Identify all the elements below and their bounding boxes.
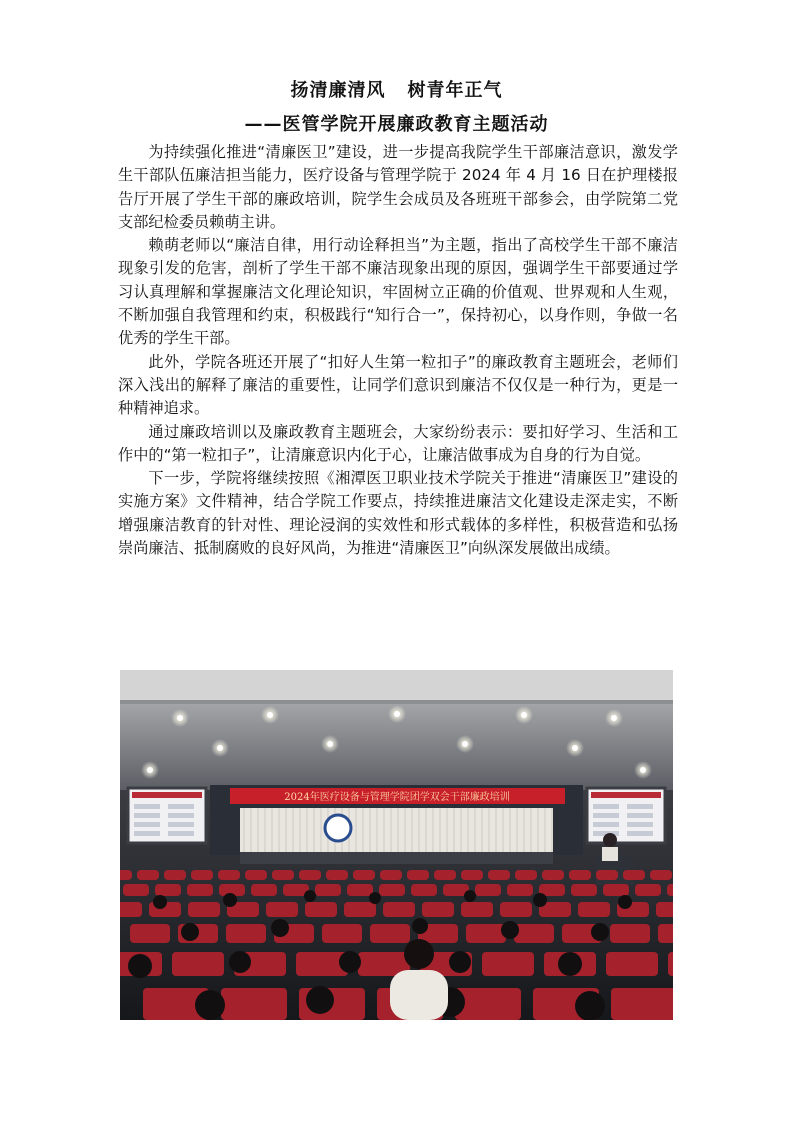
ceiling-lamp-bulb — [462, 741, 468, 747]
meeting-photo — [120, 670, 673, 1020]
seat — [668, 952, 673, 976]
screen-text-line — [627, 804, 653, 809]
seat — [326, 870, 348, 880]
ceiling-lamp-bulb — [327, 741, 333, 747]
audience-head — [449, 951, 471, 973]
seat — [603, 884, 629, 896]
seat — [187, 884, 213, 896]
audience-head — [369, 892, 381, 904]
seat — [218, 870, 240, 880]
seat — [488, 870, 510, 880]
paragraph-5: 下一步，学院将继续按照《湘潭医卫职业技术学院关于推进“清廉医卫”建设的实施方案》文件精神，结合学院工作要点，持续推进廉洁文化建设走深走实，不断增强廉洁教育的针对性、理论浸润的实效性和形式载体的多样性，积极营造和弘扬崇尚廉洁、抵制腐败的良好风尚，为推进“清廉医卫”向纵深发展做出成绩。 — [118, 469, 678, 558]
ceiling-lamp-bulb — [611, 715, 617, 721]
screen-text-line — [627, 831, 653, 836]
seat — [650, 870, 672, 880]
meeting-photo-svg — [120, 670, 673, 1020]
left-screen-header — [132, 792, 202, 798]
seat — [221, 988, 287, 1020]
seat — [123, 884, 149, 896]
screen-text-line — [134, 813, 160, 818]
audience-head — [223, 893, 237, 907]
audience-head — [229, 951, 251, 973]
screen-text-line — [168, 813, 194, 818]
seat — [500, 902, 532, 917]
audience-head — [304, 890, 316, 902]
audience-head — [501, 921, 519, 939]
audience-shirt — [390, 970, 448, 1020]
document-body — [118, 141, 678, 560]
seat — [658, 924, 673, 943]
seat — [383, 902, 415, 917]
ceiling-panel — [120, 670, 673, 700]
audience-head — [306, 986, 334, 1014]
seat — [172, 952, 224, 976]
ceiling-lamp-bulb — [267, 712, 273, 718]
seat — [434, 870, 456, 880]
seat — [380, 870, 402, 880]
seat — [191, 870, 213, 880]
seat — [305, 902, 337, 917]
ceiling-lamp-bulb — [147, 767, 153, 773]
screen-text-line — [627, 822, 653, 827]
seat — [466, 924, 506, 943]
seat — [578, 902, 610, 917]
seat — [606, 952, 658, 976]
seat — [514, 924, 554, 943]
seat — [407, 870, 429, 880]
ceiling-trim — [120, 700, 673, 704]
ceiling-lamp-bulb — [521, 712, 527, 718]
audience-head — [464, 890, 476, 902]
stage-tables — [240, 852, 553, 864]
seat — [411, 884, 437, 896]
paragraph-3: 此外，学院各班还开展了“扣好人生第一粒扣子”的廉政教育主题班会，老师们深入浅出的解释了廉洁的重要性，让同学们意识到廉洁不仅仅是一种行为，更是一种精神追求。 — [118, 352, 678, 418]
seat — [164, 870, 186, 880]
seat — [515, 870, 537, 880]
seat — [635, 884, 661, 896]
paragraph-2: 赖萌老师以“廉洁自律，用行动诠释担当”为主题，指出了高校学生干部不廉洁现象引发的危害，剖析了学生干部不廉洁现象出现的原因，强调学生干部要通过学习认真理解和掌握廉洁文化理论知识，牢固树立正确的价值观、世界观和人生观，不断加强自我管理和约束，积极践行“知行合一”，保持初心，以身作则，争做一名优秀的学生干部。 — [118, 236, 678, 348]
audience-head — [128, 954, 152, 978]
school-emblem — [325, 815, 351, 841]
screen-text-line — [627, 813, 653, 818]
seat — [571, 884, 597, 896]
seat — [507, 884, 533, 896]
seat — [667, 884, 673, 896]
screen-text-line — [134, 804, 160, 809]
seat — [353, 870, 375, 880]
audience-head — [339, 951, 361, 973]
speaker-head — [603, 833, 617, 847]
seat — [475, 884, 501, 896]
seat — [266, 902, 298, 917]
seat — [379, 884, 405, 896]
title-part-1: 扬清廉清风 — [290, 80, 386, 101]
seat — [461, 870, 483, 880]
speaker-body — [602, 847, 618, 861]
seat — [656, 902, 673, 917]
screen-text-line — [168, 804, 194, 809]
screen-text-line — [593, 813, 619, 818]
audience-head — [404, 939, 434, 969]
seat — [322, 924, 362, 943]
seat — [596, 870, 618, 880]
seat — [188, 902, 220, 917]
audience-head — [575, 991, 605, 1020]
seat — [482, 952, 534, 976]
seat — [370, 924, 410, 943]
title-part-2: 树青年正气 — [407, 80, 503, 101]
seat — [455, 988, 521, 1020]
screen-text-line — [134, 822, 160, 827]
seat — [130, 924, 170, 943]
banner-text: 2024年医疗设备与管理学院团学双会干部廉政培训 — [284, 792, 510, 803]
seat — [623, 870, 645, 880]
seat — [137, 870, 159, 880]
audience-head — [195, 990, 225, 1020]
screen-text-line — [168, 822, 194, 827]
seat — [569, 870, 591, 880]
curtain — [240, 808, 553, 852]
audience-head — [181, 923, 199, 941]
seat — [610, 924, 650, 943]
seat — [542, 870, 564, 880]
audience-head — [591, 923, 609, 941]
screen-text-line — [593, 804, 619, 809]
ceiling-lamp-bulb — [394, 711, 400, 717]
seat — [272, 870, 294, 880]
paragraph-4: 通过廉政培训以及廉政教育主题班会，大家纷纷表示：要扣好学习、生活和工作中的“第一粒扣子”，让清廉意识内化于心，让廉洁做事成为自身的行为自觉。 — [118, 422, 678, 464]
seat — [611, 988, 673, 1020]
screen-text-line — [134, 831, 160, 836]
document-title — [0, 76, 793, 102]
seat — [315, 884, 341, 896]
ceiling-lamp-bulb — [177, 715, 183, 721]
seat — [344, 902, 376, 917]
ceiling-lamp-bulb — [217, 745, 223, 751]
right-screen-header — [591, 792, 661, 798]
seat — [120, 902, 142, 917]
ceiling-lamp-bulb — [640, 767, 646, 773]
audience-head — [618, 895, 632, 909]
seat — [120, 870, 132, 880]
screen-text-line — [168, 831, 194, 836]
audience-head — [558, 952, 582, 976]
seat — [422, 902, 454, 917]
audience-head — [153, 895, 167, 909]
seat — [251, 884, 277, 896]
seat — [347, 884, 373, 896]
seat — [226, 924, 266, 943]
audience-head — [271, 919, 289, 937]
seat — [461, 902, 493, 917]
screen-text-line — [593, 822, 619, 827]
seat — [245, 870, 267, 880]
ceiling-lamp-bulb — [572, 745, 578, 751]
paragraph-1: 为持续强化推进“清廉医卫”建设，进一步提高我院学生干部廉洁意识，激发学生干部队伍廉洁担当能力，医疗设备与管理学院于 2024 年 4 月 16 日在护理楼报告厅开展了学生干部的廉政培训，院学生会成员及各班班干部参会，由学院第二党支部纪检委员赖萌主讲。 — [118, 143, 678, 231]
seat — [155, 884, 181, 896]
document-subtitle: ——医管学院开展廉政教育主题活动 — [244, 114, 549, 135]
seat — [299, 870, 321, 880]
audience-head — [533, 893, 547, 907]
audience-head — [412, 918, 428, 934]
